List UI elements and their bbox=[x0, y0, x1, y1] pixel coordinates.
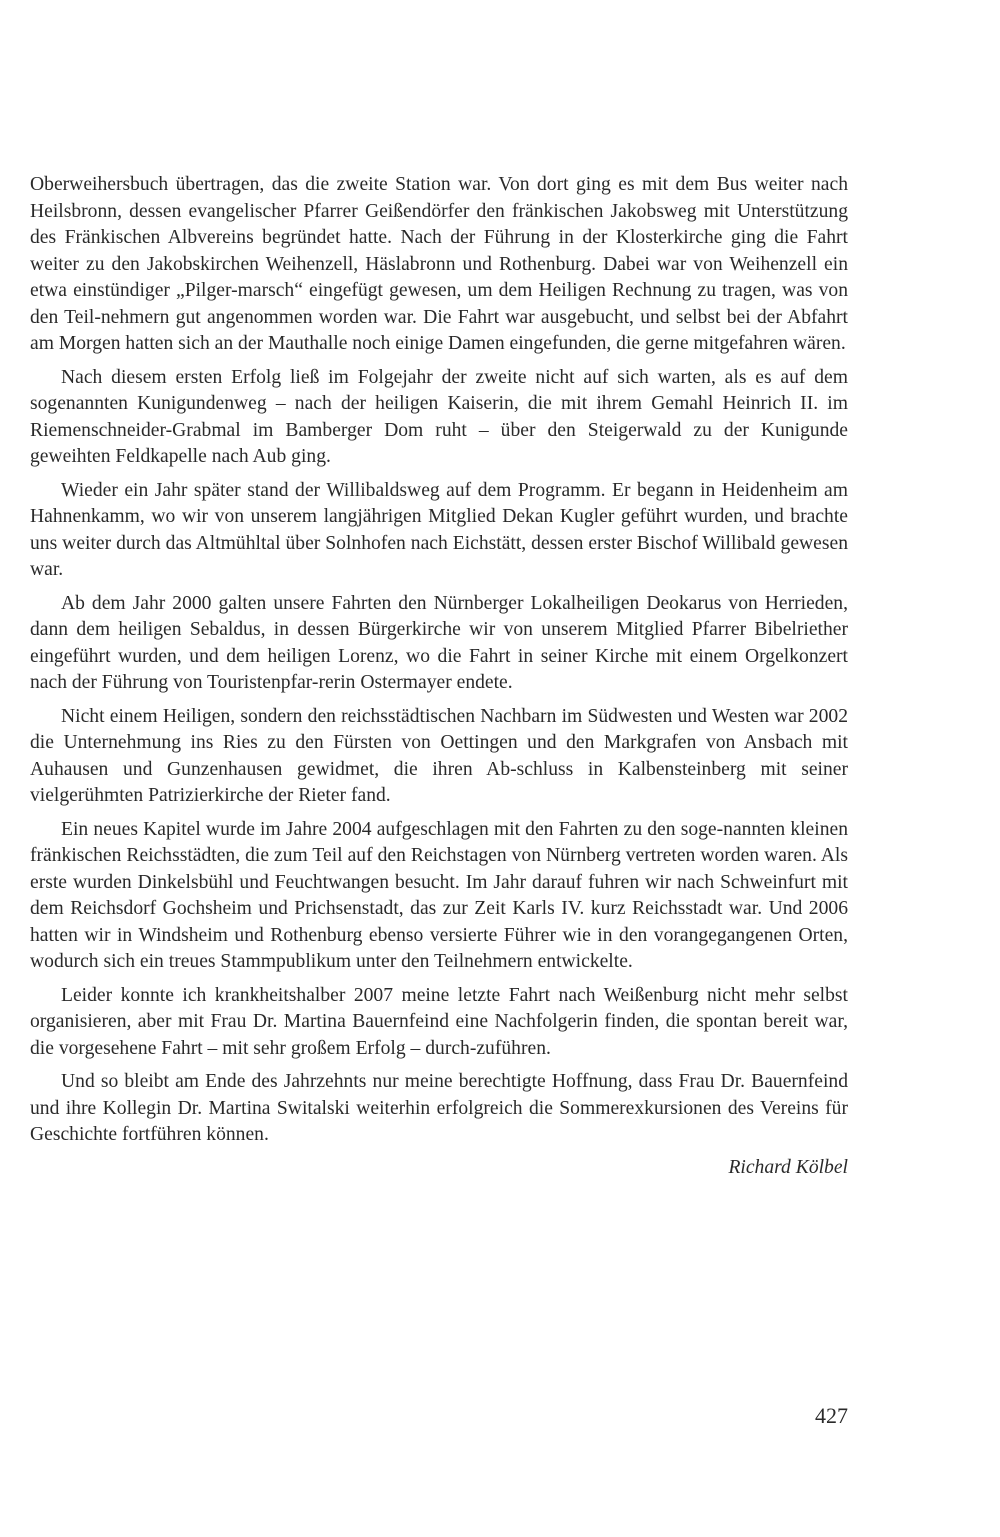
page-number: 427 bbox=[815, 1403, 848, 1428]
author-signature: Richard Kölbel bbox=[728, 1156, 848, 1178]
paragraph-3: Wieder ein Jahr später stand der Willibaldsweg auf dem Programm. Er begann in Heidenheim am Hahnenkamm, wo wir von unserem langjährigen Mitglied Dekan Kugler geführt wurden, und brachte uns weiter durch das Altmühltal über Solnhofen nach Eichstätt, dessen erster Bischof Willibald gewesen war. bbox=[30, 479, 848, 580]
body-text bbox=[30, 172, 848, 1181]
paragraph-4: Ab dem Jahr 2000 galten unsere Fahrten den Nürnberger Lokalheiligen Deokarus von Herrieden, dann dem heiligen Sebaldus, in dessen Bürgerkirche wir von unserem Mitglied Pfarrer Bibelriether eingeführt wurden, und dem heiligen Lorenz, wo die Fahrt in seiner Kirche mit einem Orgelkonzert nach der Führung von Touristenpfar-rerin Ostermayer endete. bbox=[30, 592, 848, 693]
paragraph-5: Nicht einem Heiligen, sondern den reichsstädtischen Nachbarn im Südwesten und Westen war 2002 die Unternehmung ins Ries zu den Fürsten von Oettingen und den Markgrafen von Ansbach mit Auhausen und Gunzenhausen gewidmet, die ihren Ab-schluss in Kalbensteinberg mit seiner vielgerühmten Patrizierkirche der Rieter fand. bbox=[30, 705, 848, 806]
paragraph-6: Ein neues Kapitel wurde im Jahre 2004 aufgeschlagen mit den Fahrten zu den soge-nannten kleinen fränkischen Reichsstädten, die zum Teil auf den Reichstagen von Nürnberg vertreten worden waren. Als erste wurden Dinkelsbühl und Feuchtwangen besucht. Im Jahr darauf fuhren wir nach Schweinfurt mit dem Reichsdorf Gochsheim und Prichsenstadt, das zur Zeit Karls IV. kurz Reichsstadt war. Und 2006 hatten wir in Windsheim und Rothenburg ebenso versierte Führer wie in den vorangegangenen Orten, wodurch sich ein treues Stammpublikum unter den Teilnehmern entwickelte. bbox=[30, 818, 848, 972]
paragraph-8: Und so bleibt am Ende des Jahrzehnts nur meine berechtigte Hoffnung, dass Frau Dr. Bauernfeind und ihre Kollegin Dr. Martina Switalski weiterhin erfolgreich die Sommerexkursionen des Vereins für Geschichte fortführen können. bbox=[30, 1071, 848, 1145]
paragraph-7: Leider konnte ich krankheitshalber 2007 meine letzte Fahrt nach Weißenburg nicht mehr selbst organisieren, aber mit Frau Dr. Martina Bauernfeind eine Nachfolgerin finden, die spontan bereit war, die vorgesehene Fahrt – mit sehr großem Erfolg – durch-zuführen. bbox=[30, 984, 848, 1059]
paragraph-1: Oberweihersbuch übertragen, das die zweite Station war. Von dort ging es mit dem Bus weiter nach Heilsbronn, dessen evangelischer Pfarrer Geißendörfer den fränkischen Jakobsweg mit Unterstützung des Fränkischen Albvereins begründet hatte. Nach der Führung in der Klosterkirche ging die Fahrt weiter zu den Jakobskirchen Weihenzell, Häslabronn und Rothenburg. Dabei war von Weihenzell ein etwa einstündiger „Pilger-marsch“ eingefügt gewesen, um dem Heiligen Rechnung zu tragen, was von den Teil-nehmern gut angenommen worden war. Die Fahrt war ausgebucht, und selbst bei der Abfahrt am Morgen hatten sich an der Mauthalle noch einige Damen eingefunden, die gerne mitgefahren wären. bbox=[30, 174, 848, 354]
paragraph-2: Nach diesem ersten Erfolg ließ im Folgejahr der zweite nicht auf sich warten, als es auf dem sogenannten Kunigundenweg – nach der heiligen Kaiserin, die mit ihrem Gemahl Heinrich II. im Riemenschneider-Grabmal im Bamberger Dom ruht – über den Steigerwald zu der Kunigunde geweihten Feldkapelle nach Aub ging. bbox=[30, 366, 848, 467]
